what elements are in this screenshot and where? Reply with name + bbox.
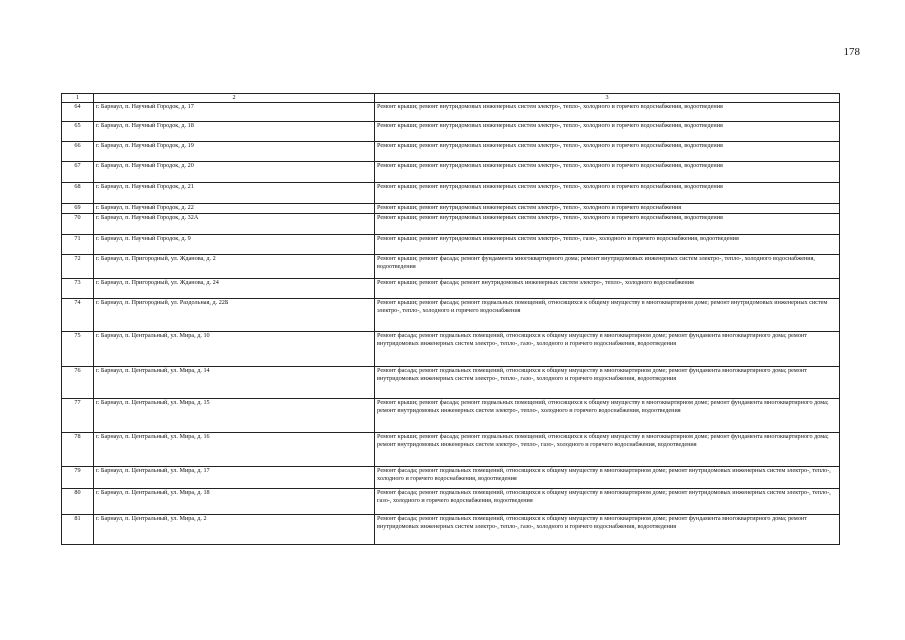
row-number: 69	[62, 204, 94, 214]
row-works: Ремонт крыши; ремонт внутридомовых инженерных систем электро-, тепло-, холодного и горячего водоснабжения, водоотведения	[375, 214, 840, 235]
row-address: г. Барнаул, п. Научный Городок, д. 21	[94, 183, 375, 204]
row-address: г. Барнаул, п. Центральный, ул. Мира, д. 15	[94, 399, 375, 433]
row-works: Ремонт крыши; ремонт фасада; ремонт подвальных помещений, относящихся к общему имуществу в многоквартирном доме; ремонт внутридомовых инженерных систем электро-, тепло-, холодного и горячего водоснабжения	[375, 299, 840, 332]
column-header-address: 2	[94, 94, 375, 103]
row-address: г. Барнаул, п. Центральный, ул. Мира, д. 10	[94, 332, 375, 367]
table-body	[62, 103, 840, 545]
row-number: 77	[62, 399, 94, 433]
row-works: Ремонт крыши; ремонт фасада; ремонт внутридомовых инженерных систем электро-, тепло-, холодного водоснабжения	[375, 279, 840, 299]
row-number: 64	[62, 103, 94, 122]
row-number: 67	[62, 162, 94, 183]
row-number: 75	[62, 332, 94, 367]
row-number: 76	[62, 367, 94, 399]
row-address: г. Барнаул, п. Пригородный, ул. Жданова, д. 2	[94, 255, 375, 279]
table-row	[62, 255, 840, 279]
row-address: г. Барнаул, п. Центральный, ул. Мира, д. 16	[94, 433, 375, 467]
row-number: 74	[62, 299, 94, 332]
row-number: 65	[62, 122, 94, 142]
row-works: Ремонт крыши; ремонт внутридомовых инженерных систем электро-, тепло-, холодного и горячего водоснабжения	[375, 204, 840, 214]
repair-program-table	[61, 93, 840, 545]
table-row	[62, 162, 840, 183]
table-header	[62, 94, 840, 103]
row-address: г. Барнаул, п. Научный Городок, д. 17	[94, 103, 375, 122]
row-number: 79	[62, 467, 94, 489]
row-address: г. Барнаул, п. Пригородный, ул. Жданова, д. 24	[94, 279, 375, 299]
column-header-number: 1	[62, 94, 94, 103]
row-number: 78	[62, 433, 94, 467]
row-number: 71	[62, 235, 94, 255]
row-number: 80	[62, 489, 94, 515]
table-row	[62, 399, 840, 433]
table-row	[62, 122, 840, 142]
row-works: Ремонт крыши; ремонт внутридомовых инженерных систем электро-, тепло-, газо-, холодного и горячего водоснабжения, водоотведения	[375, 235, 840, 255]
row-works: Ремонт крыши; ремонт внутридомовых инженерных систем электро-, тепло-, холодного и горячего водоснабжения, водоотведения	[375, 183, 840, 204]
table-row	[62, 332, 840, 367]
row-address: г. Барнаул, п. Научный Городок, д. 19	[94, 142, 375, 162]
row-works: Ремонт фасада; ремонт подвальных помещений, относящихся к общему имуществу в многоквартирном доме; ремонт фундамента многоквартирного дома; ремонт внутридомовых инженерных систем электро-, тепло-, газо-, холодного и горячего водоснабжения, водоотведения	[375, 332, 840, 367]
row-address: г. Барнаул, п. Научный Городок, д. 22	[94, 204, 375, 214]
row-works: Ремонт крыши; ремонт внутридомовых инженерных систем электро-, тепло-, холодного и горячего водоснабжения, водоотведения	[375, 103, 840, 122]
row-number: 72	[62, 255, 94, 279]
table-row	[62, 204, 840, 214]
table-row	[62, 214, 840, 235]
row-number: 66	[62, 142, 94, 162]
row-works: Ремонт крыши; ремонт внутридомовых инженерных систем электро-, тепло-, холодного и горячего водоснабжения, водоотведения	[375, 122, 840, 142]
table-row	[62, 103, 840, 122]
table-row	[62, 142, 840, 162]
page-number: 178	[843, 46, 860, 58]
row-works: Ремонт фасада; ремонт подвальных помещений, относящихся к общему имуществу в многоквартирном доме; ремонт внутридомовых инженерных систем электро-, тепло-, газо-, холодного и горячего водоснабжения, водоотведения	[375, 489, 840, 515]
row-works: Ремонт крыши; ремонт внутридомовых инженерных систем электро-, тепло-, холодного и горячего водоснабжения, водоотведения	[375, 162, 840, 183]
table-row	[62, 515, 840, 545]
row-works: Ремонт крыши; ремонт фасада; ремонт подвальных помещений, относящихся к общему имуществу в многоквартирном доме; ремонт фундамента многоквартирного дома; ремонт внутридомовых инженерных систем электро-, тепло-, газо-, холодного и горячего водоснабжения, водоотведения	[375, 433, 840, 467]
row-address: г. Барнаул, п. Центральный, ул. Мира, д. 2	[94, 515, 375, 545]
row-address: г. Барнаул, п. Научный Городок, д. 32А	[94, 214, 375, 235]
row-works: Ремонт фасада; ремонт подвальных помещений, относящихся к общему имуществу в многоквартирном доме; ремонт фундамента многоквартирного дома; ремонт внутридомовых инженерных систем электро-, тепло-, газо-, холодного и горячего водоснабжения, водоотведения	[375, 515, 840, 545]
row-works: Ремонт фасада; ремонт подвальных помещений, относящихся к общему имуществу в многоквартирном доме; ремонт фундамента многоквартирного дома; ремонт внутридомовых инженерных систем электро-, тепло-, газо-, холодного и горячего водоснабжения, водоотведения	[375, 367, 840, 399]
row-address: г. Барнаул, п. Центральный, ул. Мира, д. 17	[94, 467, 375, 489]
row-works: Ремонт крыши; ремонт внутридомовых инженерных систем электро-, тепло-, холодного и горячего водоснабжения, водоотведения	[375, 142, 840, 162]
header-row	[62, 94, 840, 103]
row-number: 73	[62, 279, 94, 299]
row-address: г. Барнаул, п. Научный Городок, д. 9	[94, 235, 375, 255]
row-address: г. Барнаул, п. Центральный, ул. Мира, д. 18	[94, 489, 375, 515]
row-number: 70	[62, 214, 94, 235]
table-row	[62, 367, 840, 399]
table-row	[62, 279, 840, 299]
table-row	[62, 467, 840, 489]
row-works: Ремонт крыши; ремонт фасада; ремонт подвальных помещений, относящихся к общему имуществу в многоквартирном доме; ремонт фундамента многоквартирного дома; ремонт внутридомовых инженерных систем электро-, тепло-, холодного и горячего водоснабжения, водоотведения	[375, 399, 840, 433]
table-row	[62, 489, 840, 515]
row-address: г. Барнаул, п. Центральный, ул. Мира, д. 14	[94, 367, 375, 399]
row-address: г. Барнаул, п. Пригородный, ул. Раздольная, д. 22Б	[94, 299, 375, 332]
table-row	[62, 183, 840, 204]
row-works: Ремонт фасада; ремонт подвальных помещений, относящихся к общему имуществу в многоквартирном доме; ремонт внутридомовых инженерных систем электро-, тепло-, холодного и горячего водоснабжения, водоотведения	[375, 467, 840, 489]
row-address: г. Барнаул, п. Научный Городок, д. 20	[94, 162, 375, 183]
row-address: г. Барнаул, п. Научный Городок, д. 18	[94, 122, 375, 142]
column-header-works: 3	[375, 94, 840, 103]
table-row	[62, 235, 840, 255]
table-row	[62, 433, 840, 467]
row-number: 68	[62, 183, 94, 204]
row-works: Ремонт крыши; ремонт фасада; ремонт фундамента многоквартирного дома; ремонт внутридомовых инженерных систем электро-, тепло-, холодного водоснабжения, водоотведения	[375, 255, 840, 279]
row-number: 81	[62, 515, 94, 545]
table-row	[62, 299, 840, 332]
